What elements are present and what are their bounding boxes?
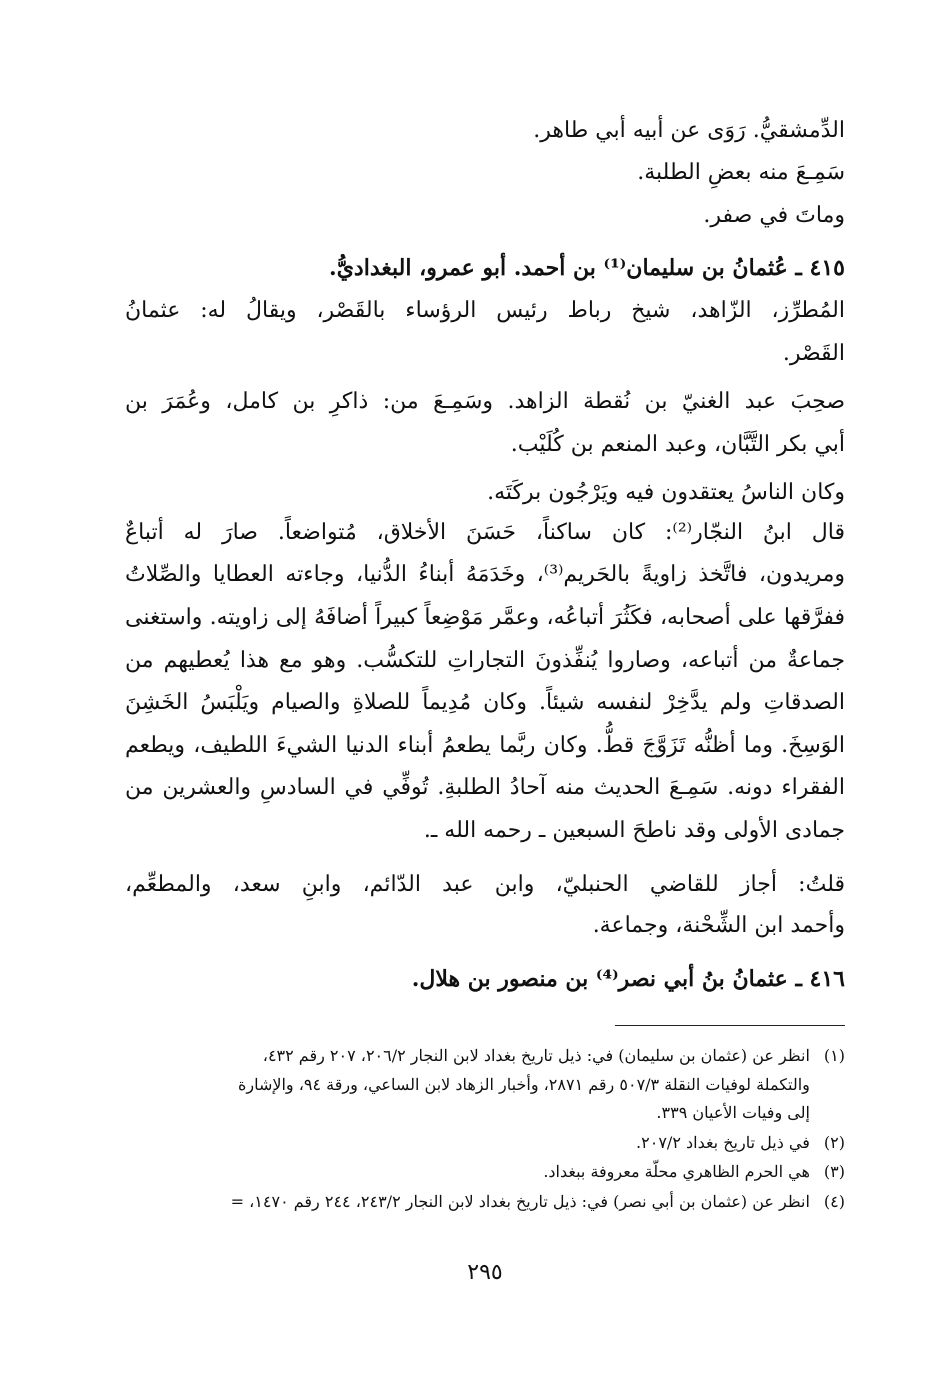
footnote-line <box>125 1190 845 1214</box>
footnote-number: (٣) <box>823 1162 845 1181</box>
entry-heading-416: ٤١٦ ـ عثمانُ بنُ أبي نصر⁽⁴⁾ بن منصور بن هلال. <box>411 966 845 992</box>
text-line: الفقراء دونه. سَمِـعَ الحديث منه آحادُ الطلبةِ. تُوفِّي في السادسِ والعشرين من <box>125 775 845 800</box>
footnote-text: والتكملة لوفيات النقلة ٥٠٧/٣ رقم ٢٨٧١، وأخبار الزهاد لابن الساعي، ورقة ٩٤، والإشارة <box>237 1075 810 1094</box>
footnote-text: هي الحرم الظاهري محلّة معروفة ببغداد. <box>543 1162 810 1181</box>
footnote-line <box>125 1073 845 1097</box>
text-line: جماعةٌ من أتباعه، وصاروا يُنفِّذونَ التجاراتِ للتكسُّب. وهو مع هذا يُعطيهم من <box>125 648 845 673</box>
text-line: ومريدون، فاتَّخذ زاويةً بالحَريم⁽³⁾، وخَدَمَهُ أبناءُ الدُّنيا، وجاءته العطايا والصِّلاتُ <box>125 562 845 587</box>
footnote-line <box>125 1101 845 1125</box>
footnote-line <box>125 1160 845 1184</box>
footnote-text: إلى وفيات الأعيان ٣٣٩. <box>656 1103 810 1122</box>
footnote-text: انظر عن (عثمان بن أبي نصر) في: ذيل تاريخ بغداد لابن النجار ٢٤٣/٢، ٢٤٤ رقم ١٤٧٠، = <box>230 1192 810 1211</box>
text-line: قال ابنُ النجّار⁽²⁾: كان ساكناً، حَسَنَ الأخلاق، مُتواضعاً. صارَ له أتباعٌ <box>125 520 845 545</box>
entry-heading-415: ٤١٥ ـ عُثمانُ بن سليمان⁽¹⁾ بن أحمد. أبو عمرو، البغداديُّ. <box>329 255 845 281</box>
text-line: قلتُ: أجاز للقاضي الحنبليّ، وابن عبد الدّائم، وابنِ سعد، والمطعِّم، <box>125 872 845 897</box>
text-line: صحِبَ عبد الغنيّ بن نُقطة الزاهد. وسَمِـعَ من: ذاكرِ بن كامل، وعُمَرَ بن <box>125 389 845 414</box>
footnote-number: (٤) <box>823 1192 845 1211</box>
text-line: ففرَّقها على أصحابه، فكَثُرَ أتباعُه، وعمَّر مَوْضِعاً كبيراً أضافَهُ إلى زاويته. واستغنى <box>125 605 845 630</box>
text-line: المُطرِّز، الزّاهد، شيخ رباط رئيس الرؤساء بالقَصْر، ويقالُ له: عثمانُ <box>125 298 845 323</box>
footnote-text: انظر عن (عثمان بن سليمان) في: ذيل تاريخ بغداد لابن النجار ٢٠٦/٢، ٢٠٧ رقم ٤٣٢، <box>262 1046 810 1065</box>
text-line: القَصْر. <box>782 341 845 366</box>
page-body <box>125 100 845 1300</box>
text-line: أبي بكر التَّبَّان، وعبد المنعم بن كُلَيْب. <box>510 432 845 457</box>
text-line: وأحمد ابن الشِّحْنة، وجماعة. <box>592 913 845 938</box>
text-line: الصدقاتِ ولم يدَّخِرْ لنفسه شيئاً. وكان مُدِيماً للصلاةِ والصيام ويَلْبَسُ الخَشِنَ <box>125 690 845 715</box>
text-line: الدِّمشقيُّ. رَوَى عن أبيه أبي طاهر. <box>533 118 845 143</box>
footnote-line <box>125 1044 845 1068</box>
text-line: وكان الناسُ يعتقدون فيه ويَرْجُون بركَتَه. <box>487 480 845 505</box>
footnote-separator <box>615 1025 845 1026</box>
footnote-line <box>125 1131 845 1155</box>
text-line: الوَسِخَ. وما أظنُّه تَزَوَّجَ قطُّ. وكان ربَّما يطعمُ أبناء الدنيا الشيءَ اللطيف، ويطعم <box>125 733 845 758</box>
text-line: وماتَ في صفر. <box>703 203 845 228</box>
footnote-text: في ذيل تاريخ بغداد ٢٠٧/٢. <box>636 1133 810 1152</box>
text-line: جمادى الأولى وقد ناطحَ السبعين ـ رحمه الله ـ. <box>423 818 845 843</box>
footnote-number: (١) <box>823 1046 845 1065</box>
footnote-number: (٢) <box>823 1133 845 1152</box>
text-line: سَمِـعَ منه بعضِ الطلبة. <box>637 160 845 185</box>
page-number: ٢٩٥ <box>467 1260 503 1285</box>
